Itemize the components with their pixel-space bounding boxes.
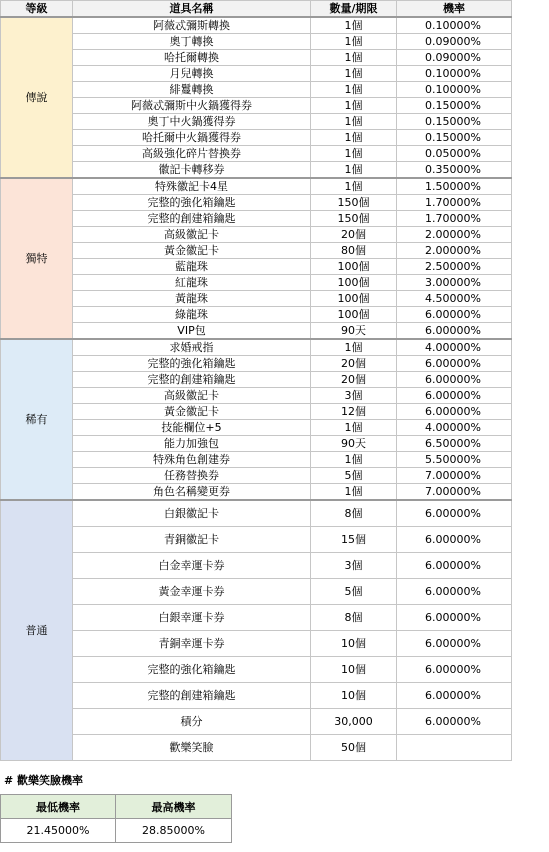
probability-cell: 6.00000% [397,356,512,372]
item-name-cell: 完整的創建箱鑰匙 [73,211,311,227]
quantity-cell: 100個 [311,259,397,275]
quantity-cell: 80個 [311,243,397,259]
probability-cell: 6.00000% [397,307,512,323]
probability-cell: 0.09000% [397,50,512,66]
quantity-cell: 1個 [311,82,397,98]
probability-cell: 1.50000% [397,178,512,195]
table-row [1,162,512,179]
table-row [1,468,512,484]
probability-cell: 6.00000% [397,630,512,656]
table-row [1,526,512,552]
item-name-cell: 青銅徽記卡 [73,526,311,552]
quantity-cell: 5個 [311,578,397,604]
item-name-cell: 特殊角色創建券 [73,452,311,468]
table-row [1,708,512,734]
table-row [1,243,512,259]
table-row [1,339,512,356]
quantity-cell: 1個 [311,114,397,130]
table-row [1,388,512,404]
probability-cell: 6.00000% [397,388,512,404]
probability-cell: 4.50000% [397,291,512,307]
grade-label: 獨特 [1,178,73,339]
probability-cell: 6.00000% [397,404,512,420]
quantity-cell: 1個 [311,98,397,114]
table-row [1,604,512,630]
quantity-cell: 10個 [311,656,397,682]
item-name-cell: 紅龍珠 [73,275,311,291]
grade-label: 稀有 [1,339,73,500]
probability-cell: 3.00000% [397,275,512,291]
quantity-cell: 15個 [311,526,397,552]
min-probability-value: 21.45000% [1,819,116,843]
max-probability-value: 28.85000% [116,819,232,843]
item-name-cell: 完整的強化箱鑰匙 [73,356,311,372]
quantity-cell: 150個 [311,195,397,211]
table-row [1,356,512,372]
table-row [1,17,512,34]
item-name-cell: 綠龍珠 [73,307,311,323]
smile-probability-table [0,794,232,843]
quantity-cell: 1個 [311,50,397,66]
item-name-cell: 白銀徽記卡 [73,500,311,526]
quantity-cell: 1個 [311,452,397,468]
table-row [1,552,512,578]
item-name-cell: 哈托爾轉換 [73,50,311,66]
item-name-cell: 白金幸運卡券 [73,552,311,578]
quantity-cell: 50個 [311,734,397,760]
item-name-cell: 黃金幸運卡券 [73,578,311,604]
table-row [1,372,512,388]
table-row [1,682,512,708]
group-normal [1,500,512,760]
item-name-cell: 黃金徽記卡 [73,243,311,259]
quantity-cell: 20個 [311,227,397,243]
quantity-cell: 100個 [311,291,397,307]
smile-probability-title: # 歡樂笑臉機率 [4,774,84,787]
quantity-cell: 1個 [311,162,397,179]
quantity-cell: 8個 [311,604,397,630]
probability-cell: 6.00000% [397,682,512,708]
probability-cell: 6.00000% [397,656,512,682]
quantity-cell: 150個 [311,211,397,227]
quantity-cell: 1個 [311,34,397,50]
probability-cell: 2.50000% [397,259,512,275]
quantity-cell: 1個 [311,484,397,501]
item-name-cell: 哈托爾中火鍋獲得券 [73,130,311,146]
table-row [1,734,512,760]
header-item-name: 道具名稱 [73,1,311,18]
quantity-cell: 1個 [311,130,397,146]
item-name-cell: 白銀幸運卡券 [73,604,311,630]
quantity-cell: 30,000 [311,708,397,734]
quantity-cell: 10個 [311,682,397,708]
quantity-cell: 1個 [311,420,397,436]
max-probability-label: 最高機率 [116,795,232,819]
item-name-cell: 高級徽記卡 [73,227,311,243]
table-row [1,656,512,682]
probability-cell: 7.00000% [397,468,512,484]
item-name-cell: 藍龍珠 [73,259,311,275]
item-name-cell: 完整的強化箱鑰匙 [73,656,311,682]
item-name-cell: 奧丁轉換 [73,34,311,50]
item-name-cell: 黃龍珠 [73,291,311,307]
quantity-cell: 3個 [311,552,397,578]
item-name-cell: 緋鬘轉換 [73,82,311,98]
header-probability: 機率 [397,1,512,18]
quantity-cell: 1個 [311,146,397,162]
table-row [1,211,512,227]
item-name-cell: 角色名稱變更券 [73,484,311,501]
probability-cell: 0.15000% [397,130,512,146]
smile-header-row [1,795,232,819]
probability-cell: 6.00000% [397,526,512,552]
probability-cell: 4.00000% [397,339,512,356]
probability-cell: 4.00000% [397,420,512,436]
table-row [1,630,512,656]
table-row [1,178,512,195]
min-probability-label: 最低機率 [1,795,116,819]
probability-cell: 1.70000% [397,195,512,211]
item-name-cell: 求婚戒指 [73,339,311,356]
grade-label: 傳說 [1,17,73,178]
item-name-cell: 完整的創建箱鑰匙 [73,372,311,388]
table-row [1,404,512,420]
group-unique [1,178,512,339]
table-row [1,436,512,452]
table-row [1,484,512,501]
item-name-cell: 任務替換券 [73,468,311,484]
quantity-cell: 1個 [311,178,397,195]
table-row [1,291,512,307]
item-name-cell: VIP包 [73,323,311,340]
table-row [1,34,512,50]
smile-value-row [1,819,232,843]
quantity-cell: 8個 [311,500,397,526]
quantity-cell: 3個 [311,388,397,404]
table-row [1,500,512,526]
probability-cell: 5.50000% [397,452,512,468]
item-name-cell: 高級強化碎片替換券 [73,146,311,162]
table-row [1,114,512,130]
table-row [1,50,512,66]
table-row [1,66,512,82]
probability-cell: 0.10000% [397,82,512,98]
table-row [1,130,512,146]
quantity-cell: 1個 [311,66,397,82]
item-name-cell: 黃金徽記卡 [73,404,311,420]
table-row [1,82,512,98]
probability-cell: 6.00000% [397,323,512,340]
probability-cell: 6.00000% [397,708,512,734]
quantity-cell: 100個 [311,307,397,323]
probability-cell: 0.15000% [397,114,512,130]
table-row [1,323,512,340]
quantity-cell: 5個 [311,468,397,484]
probability-cell: 0.15000% [397,98,512,114]
header-grade: 等級 [1,1,73,18]
probability-cell: 0.35000% [397,162,512,179]
table-row [1,307,512,323]
item-name-cell: 技能欄位+5 [73,420,311,436]
table-row [1,578,512,604]
quantity-cell: 20個 [311,356,397,372]
table-row [1,98,512,114]
table-row [1,227,512,243]
probability-cell: 2.00000% [397,227,512,243]
table-row [1,452,512,468]
quantity-cell: 100個 [311,275,397,291]
probability-cell: 6.00000% [397,372,512,388]
item-name-cell: 青銅幸運卡券 [73,630,311,656]
item-name-cell: 完整的強化箱鑰匙 [73,195,311,211]
quantity-cell: 10個 [311,630,397,656]
probability-cell: 2.00000% [397,243,512,259]
item-name-cell: 月兒轉換 [73,66,311,82]
probability-cell [397,734,512,760]
probability-cell: 1.70000% [397,211,512,227]
quantity-cell: 90天 [311,323,397,340]
grade-label: 普通 [1,500,73,760]
item-name-cell: 阿薇忒彌斯轉換 [73,17,311,34]
probability-cell: 0.09000% [397,34,512,50]
item-name-cell: 積分 [73,708,311,734]
table-row [1,420,512,436]
probability-cell: 6.00000% [397,604,512,630]
probability-cell: 6.00000% [397,552,512,578]
item-name-cell: 完整的創建箱鑰匙 [73,682,311,708]
quantity-cell: 90天 [311,436,397,452]
probability-cell: 0.05000% [397,146,512,162]
group-legendary [1,17,512,178]
header-quantity: 數量/期限 [311,1,397,18]
item-name-cell: 特殊徽記卡4星 [73,178,311,195]
probability-cell: 6.50000% [397,436,512,452]
quantity-cell: 20個 [311,372,397,388]
table-row [1,146,512,162]
quantity-cell: 1個 [311,339,397,356]
probability-cell: 6.00000% [397,500,512,526]
probability-cell: 0.10000% [397,17,512,34]
table-row [1,195,512,211]
item-name-cell: 阿薇忒彌斯中火鍋獲得券 [73,98,311,114]
table-row [1,259,512,275]
quantity-cell: 1個 [311,17,397,34]
item-name-cell: 歡樂笑臉 [73,734,311,760]
item-name-cell: 高級徽記卡 [73,388,311,404]
table-header-row [1,1,512,18]
probability-cell: 0.10000% [397,66,512,82]
quantity-cell: 12個 [311,404,397,420]
probability-cell: 7.00000% [397,484,512,501]
item-name-cell: 能力加強包 [73,436,311,452]
table-row [1,275,512,291]
probability-cell: 6.00000% [397,578,512,604]
group-rare [1,339,512,500]
item-name-cell: 徽記卡轉移券 [73,162,311,179]
item-name-cell: 奧丁中火鍋獲得券 [73,114,311,130]
